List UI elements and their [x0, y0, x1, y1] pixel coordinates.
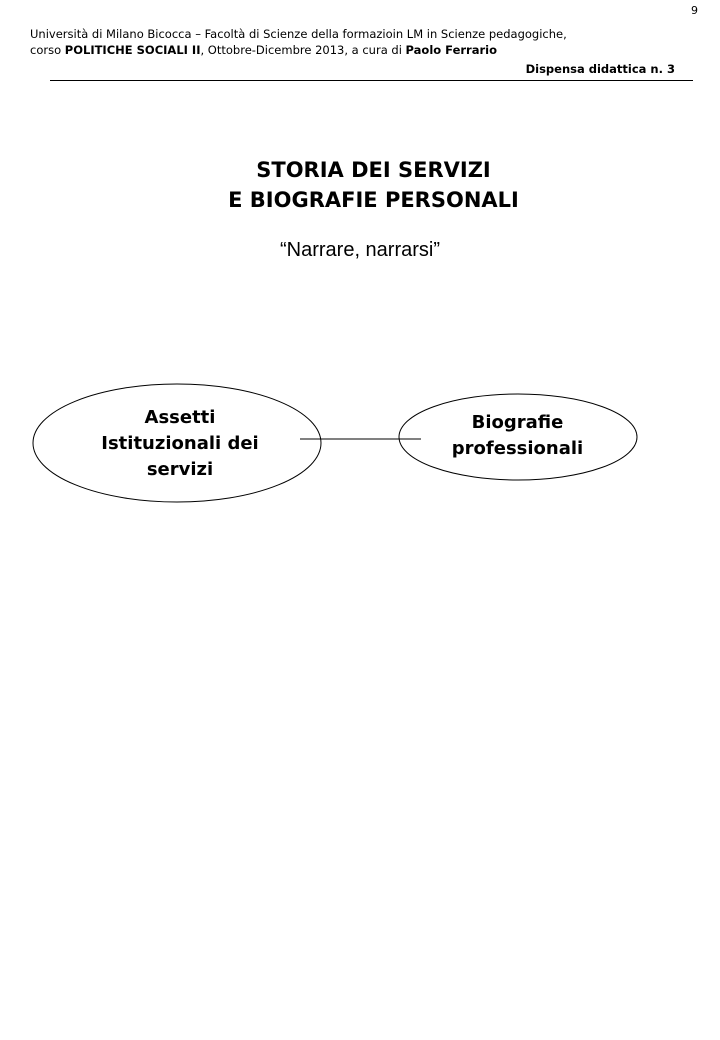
- author-name: Paolo Ferrario: [405, 43, 497, 57]
- left-node-label: [60, 405, 300, 483]
- title-line-2: E BIOGRAFIE PERSONALI: [228, 188, 519, 212]
- course-name: POLITICHE SOCIALI II: [64, 43, 201, 57]
- left-node-line-2: Istituzionali dei: [101, 433, 259, 454]
- left-node-line-1: Assetti: [144, 407, 216, 428]
- dispensa-label: Dispensa didattica n. 3: [525, 62, 675, 76]
- right-node-label: [410, 410, 625, 462]
- right-node-line-2: professionali: [451, 438, 584, 459]
- header-prefix: corso: [30, 43, 65, 57]
- right-node-line-1: Biografie: [471, 412, 564, 433]
- header-line-1: Università di Milano Bicocca – Facoltà di Scienze della formazioin LM in Scienze pedagogiche,: [30, 27, 567, 41]
- left-node-line-3: servizi: [146, 459, 214, 480]
- header-middle: , Ottobre-Dicembre 2013, a cura di: [200, 43, 406, 57]
- page-subtitle: “Narrare, narrarsi”: [279, 239, 441, 261]
- page-number: 9: [691, 4, 698, 17]
- title-line-1: STORIA DEI SERVIZI: [256, 158, 491, 182]
